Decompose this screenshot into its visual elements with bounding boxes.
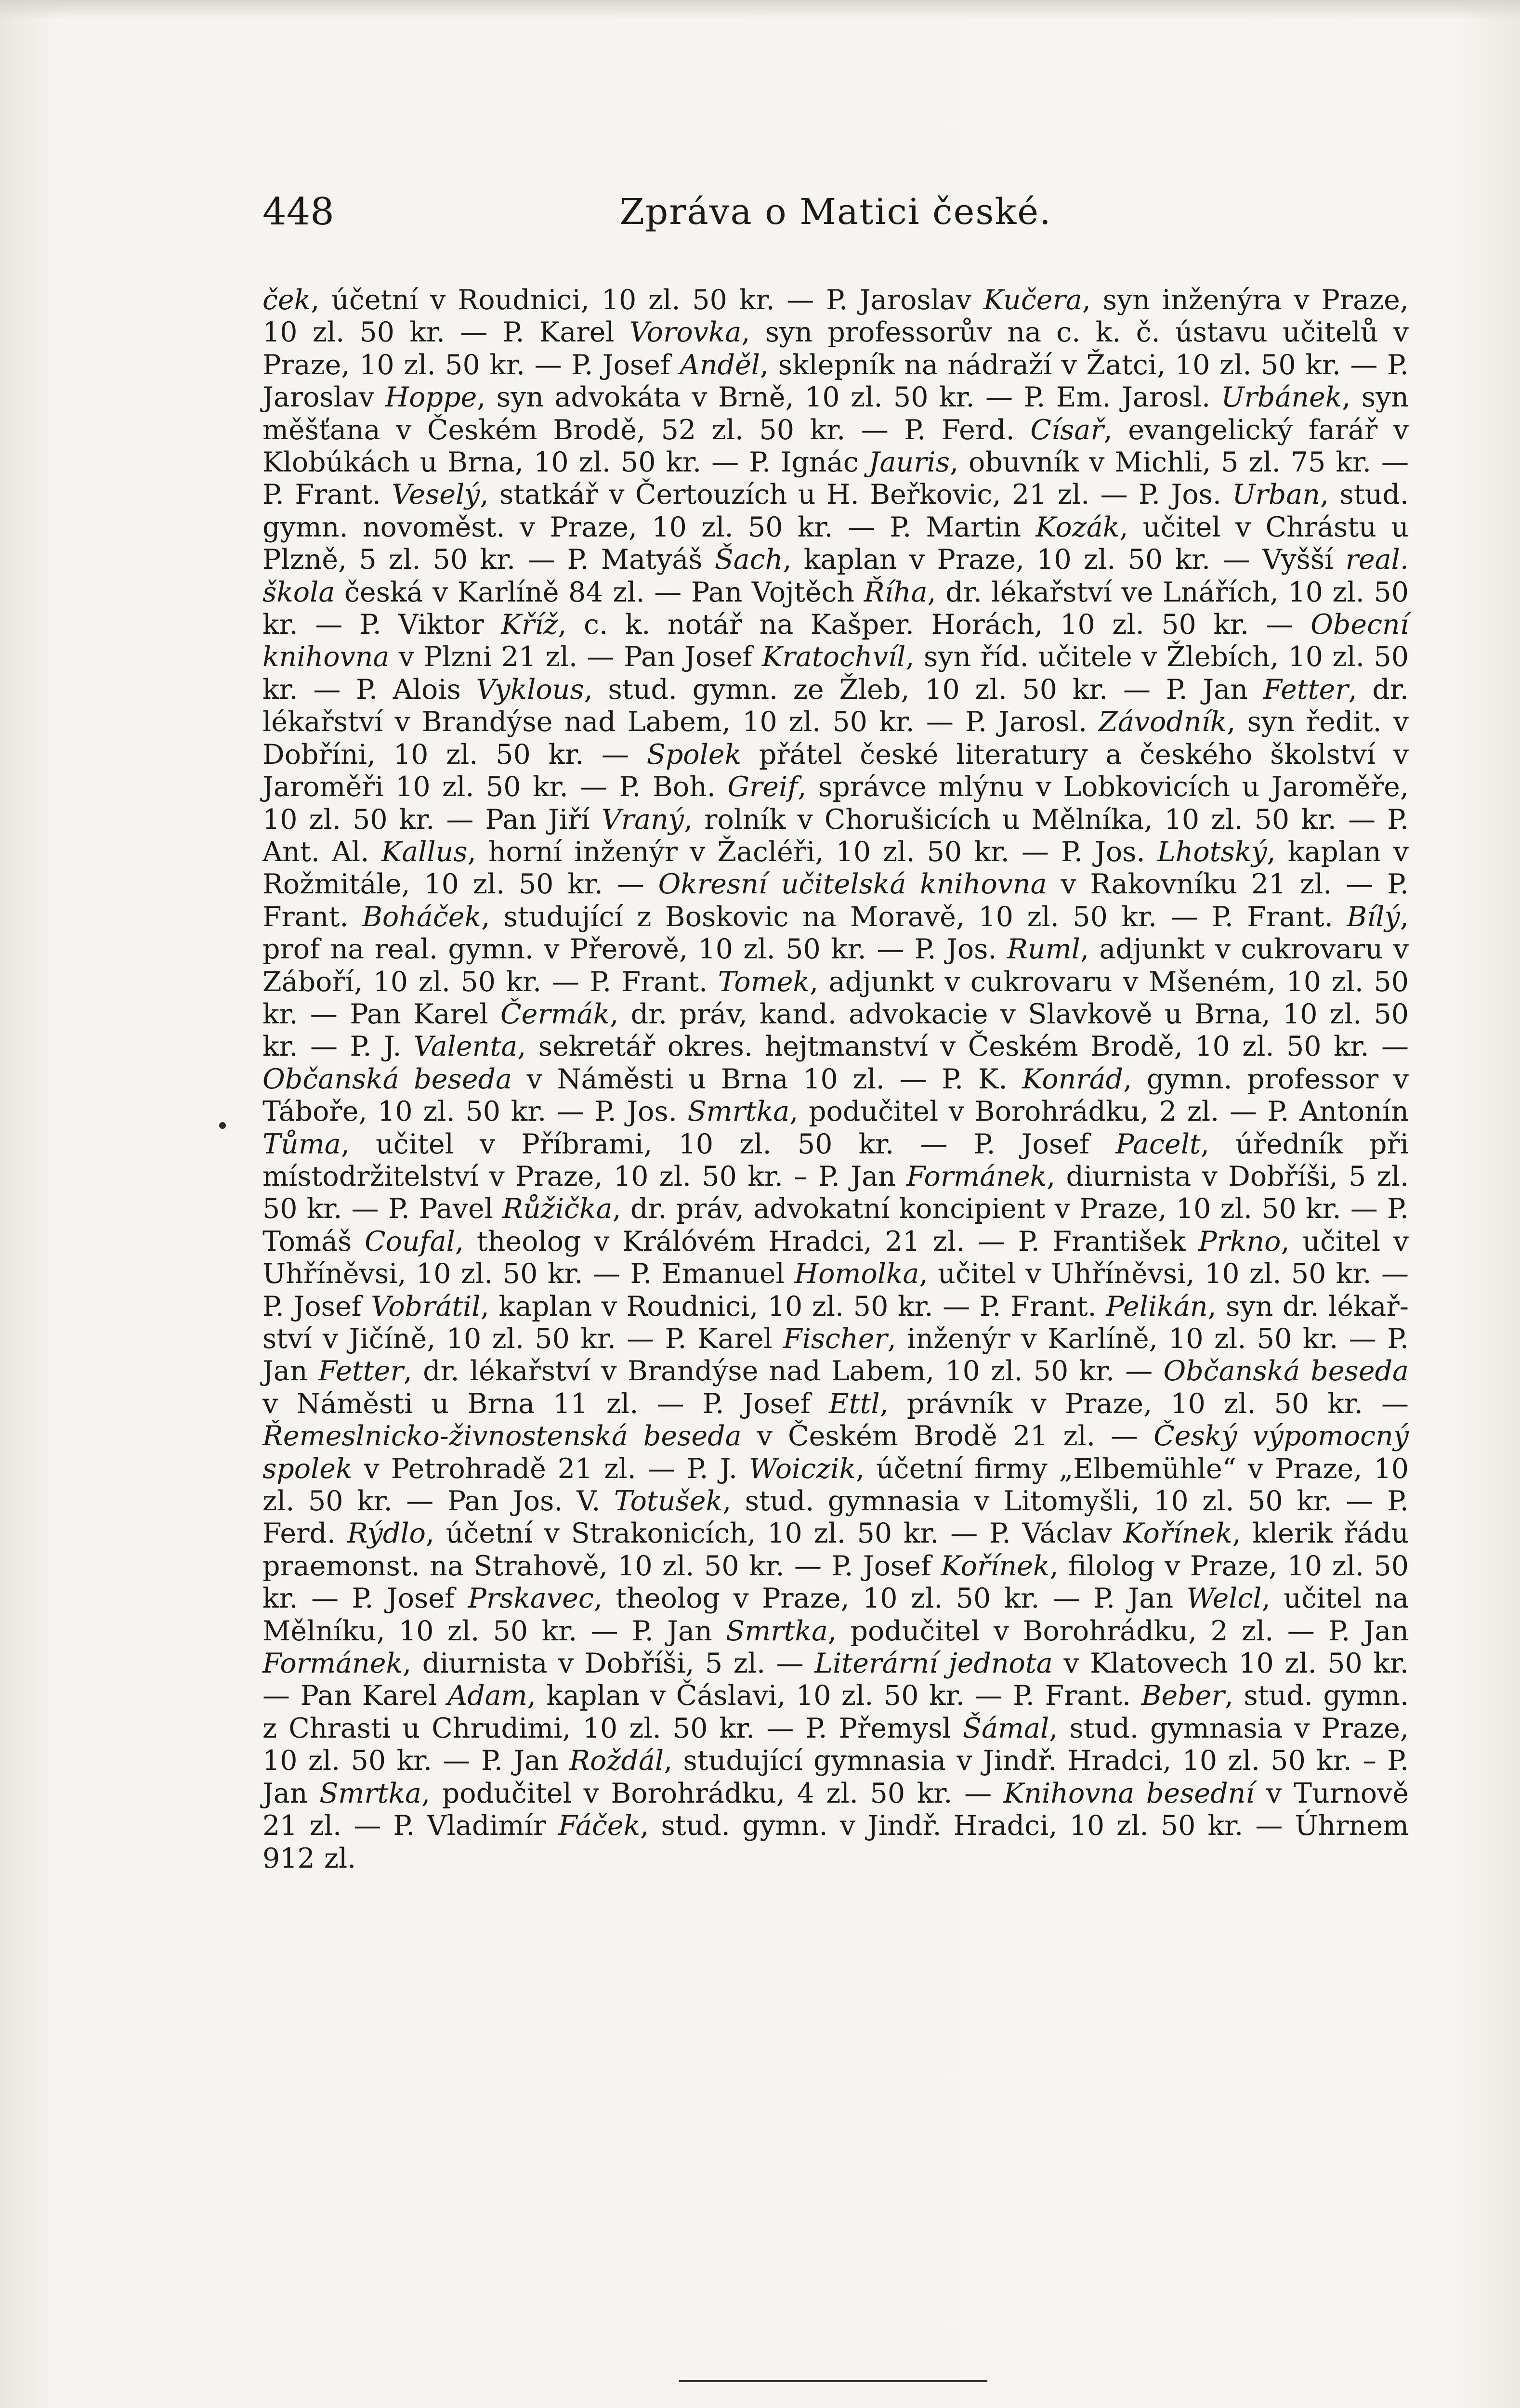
text-run: , adjunkt v cukrovaru v Záboří, 10 zl. 50 kr. — P. Frant. [262, 933, 1409, 998]
text-run: , dr. práv, kand. advokacie v Slavkově u Brna, 10 zl. 50 kr. — P. J. [262, 998, 1409, 1063]
text-run: , stud. gymn. ze Žleb, 10 zl. 50 kr. — P. Jan [584, 673, 1263, 706]
text-run: , syn říd. učitele v Žlebích, 10 zl. 50 kr. — P. Alois [262, 641, 1409, 706]
italic-name: Tomek [718, 966, 810, 998]
text-run: , sekretář okres. hejtmanství v Českém Brodě, 10 zl. 50 kr. — [517, 1031, 1409, 1063]
text-run: , podučitel v Borohrádku, 4 zl. 50 kr. — [421, 1777, 1004, 1809]
italic-name: Hoppe [385, 381, 477, 414]
italic-name: Greif [727, 771, 798, 803]
italic-name: Kořínek [1123, 1518, 1232, 1550]
italic-name: Formánek [262, 1648, 403, 1680]
scan-shadow-edge [0, 0, 1520, 19]
italic-name: Ettl [829, 1387, 880, 1420]
text-run: , adjunkt v cukrovaru v Mšeném, 10 zl. 50 kr. — Pan Karel [262, 966, 1409, 1030]
italic-name: Konrád [1022, 1063, 1124, 1095]
italic-name: Formánek [906, 1160, 1047, 1192]
text-run: v Turnově 21 zl. — P. Vladimír [262, 1777, 1409, 1842]
text-run: , dr. lékařství v Brandýse nad Labem, 10 zl. 50 kr. — [403, 1355, 1164, 1387]
text-run: , sklepník na nádraží v Žatci, 10 zl. 50 kr. — P. Jaroslav [262, 349, 1409, 414]
italic-name: Prskavec [468, 1583, 594, 1615]
italic-name: Spolek [646, 738, 742, 771]
italic-name: Smrtka [319, 1777, 421, 1809]
text-run: , dr. lékařství ve Lnářích, 10 zl. 50 kr. — P. Viktor [262, 576, 1409, 641]
italic-name: real. škola [262, 544, 1409, 608]
text-run: , rolník v Chorušicích u Mělníka, 10 zl. 50 kr. — P. Ant. Al. [262, 803, 1409, 868]
italic-name: Fetter [318, 1355, 404, 1387]
italic-name: Veselý [392, 479, 480, 511]
text-run: , syn professorův na c. k. č. ústavu učitelů v Praze, 10 zl. 50 kr. — P. Josef [262, 316, 1409, 381]
italic-name: Občanská beseda [1163, 1355, 1409, 1387]
italic-name: Vobrátil [371, 1290, 481, 1322]
italic-name: Obecní knihovna [262, 609, 1409, 673]
italic-name: Vorovka [629, 316, 742, 349]
text-run: , kaplan v Praze, 10 zl. 50 kr. — Vyšší [783, 544, 1346, 576]
italic-name: Ruml [1007, 933, 1080, 966]
italic-name: Čermák [500, 998, 610, 1030]
text-run: , účetní firmy „Elbemühle“ v Praze, 10 zl. 50 kr. — Pan Jos. V. [262, 1453, 1409, 1518]
italic-name: Bílý [1347, 901, 1400, 933]
text-run: , klerik řádu praemonst. na Strahově, 10 zl. 50 kr. — P. Josef [262, 1518, 1409, 1582]
italic-name: Okresní učitelská knihovna [658, 868, 1047, 901]
text-run: , syn dr. lékařství v Jičíně, 10 zl. 50 kr. — P. Karel [262, 1290, 1409, 1355]
italic-name: Řemeslnicko-živnostenská beseda [262, 1420, 742, 1453]
text-run: , studující z Boskovic na Moravě, 10 zl. 50 kr. — P. Frant. [481, 901, 1347, 933]
italic-name: Kořínek [941, 1550, 1050, 1582]
text-run: , diurnista v Dobříši, 5 zl. 50 kr. — P. Pavel [262, 1160, 1409, 1225]
text-run: , evangelický farář v Klobúkách u Brna, 10 zl. 50 kr. — P. Ignác [262, 414, 1409, 479]
italic-name: Vyklous [476, 673, 584, 706]
italic-name: Císař [1030, 414, 1104, 446]
text-run: , kaplan v Čáslavi, 10 zl. 50 kr. — P. Frant. [527, 1680, 1141, 1712]
text-run: , prof na real. gymn. v Přerově, 10 zl. 50 kr. — P. Jos. [262, 901, 1409, 966]
text-run: v Náměsti u Brna 11 zl. — P. Josef [262, 1387, 829, 1420]
text-run: , studující gymnasia v Jindř. Hradci, 10 zl. 50 kr. – P. Jan [262, 1745, 1409, 1809]
text-run: česká v Karlíně 84 zl. — Pan Vojtěch [335, 576, 864, 608]
page-number: 448 [262, 190, 334, 234]
italic-name: Smrtka [726, 1615, 828, 1647]
italic-name: Prkno [1198, 1225, 1281, 1257]
text-run: , filolog v Praze, 10 zl. 50 kr. — P. Josef [262, 1550, 1409, 1615]
italic-name: Šach [714, 544, 783, 576]
italic-name: Beber [1141, 1680, 1225, 1712]
donor-list-paragraph [262, 284, 1409, 2259]
italic-name: Homolka [794, 1258, 919, 1290]
italic-name: Kučera [983, 284, 1082, 316]
italic-name: Anděl [680, 349, 760, 381]
text-run: , právník v Praze, 10 zl. 50 kr. — [879, 1387, 1409, 1420]
text-run: v Náměsti u Brna 10 zl. — P. K. [511, 1063, 1022, 1095]
text-run: , stud. gymn. z Chrasti u Chrudimi, 10 zl. 50 kr. — P. Přemysl [262, 1680, 1409, 1744]
italic-name: Welcl [1186, 1583, 1262, 1615]
text-run: v Petrohradě 21 zl. — P. J. [352, 1453, 749, 1485]
italic-name: Smrtka [687, 1096, 790, 1128]
italic-name: Pelikán [1106, 1290, 1208, 1322]
italic-name: Woiczik [749, 1453, 856, 1485]
italic-name: Český výpomocný spolek [262, 1420, 1409, 1485]
text-run: , stud. gymn. v Jindř. Hradci, 10 zl. 50 kr. — Úhrnem 912 zl. [262, 1810, 1409, 1874]
text-run: přátel české literatury a českého školství v Jaroměři 10 zl. 50 kr. — P. Boh. [262, 738, 1409, 803]
margin-dot-mark [219, 1122, 226, 1129]
text-run: , dr. práv, advokatní koncipient v Praze, 10 zl. 50 kr. — P. Tomáš [262, 1193, 1409, 1257]
text-run: , učitel v Chrástu u Plzně, 5 zl. 50 kr. — P. Matyáš [262, 511, 1409, 576]
text-run: v Plzni 21 zl. — Pan Josef [389, 641, 762, 673]
text-run: , podučitel v Borohrádku, 2 zl. — P. Antonín [789, 1096, 1409, 1128]
text-run: , syn ředit. v Dobříni, 10 zl. 50 kr. — [262, 706, 1409, 771]
closing-rule-divider [679, 2380, 987, 2382]
italic-name: Kozák [1035, 511, 1120, 543]
italic-name: Růžička [502, 1193, 613, 1225]
italic-name: Šámal [962, 1712, 1049, 1744]
italic-name: Jauris [868, 446, 950, 479]
italic-name: ček [262, 284, 311, 316]
italic-name: Coufal [364, 1225, 455, 1257]
text-run: , statkář v Čertouzích u H. Beřkovic, 21 zl. — P. Jos. [480, 479, 1232, 511]
italic-name: Lhotský [1157, 836, 1267, 868]
text-run: , c. k. notář na Kašper. Horách, 10 zl. 50 kr. — [558, 609, 1311, 641]
italic-name: Knihovna besední [1003, 1777, 1255, 1809]
italic-name: Fetter [1263, 673, 1349, 706]
text-run: , učitel v Uhříněvsi, 10 zl. 50 kr. — P. Josef [262, 1258, 1409, 1322]
italic-name: Kratochvíl [761, 641, 906, 673]
italic-name: Rýdlo [347, 1518, 426, 1550]
italic-name: Totušek [614, 1485, 723, 1518]
text-run: , učitel na Mělníku, 10 zl. 50 kr. — P. Jan [262, 1583, 1409, 1647]
italic-name: Kříž [501, 609, 558, 641]
text-run: , učitel v Uhříněvsi, 10 zl. 50 kr. — P. Emanuel [262, 1225, 1409, 1290]
text-run: v Rakovníku 21 zl. — P. Frant. [262, 868, 1409, 933]
page-header [262, 183, 1409, 241]
text-run: , kaplan v Roudnici, 10 zl. 50 kr. — P. Frant. [480, 1290, 1106, 1322]
text-run: , stud. gymnasia v Litomyšli, 10 zl. 50 kr. — P. Ferd. [262, 1485, 1409, 1550]
italic-name: Kallus [381, 836, 468, 868]
text-run: , obuvník v Michli, 5 zl. 75 kr. — P. Frant. [262, 446, 1409, 511]
text-run: , horní inženýr v Žacléři, 10 zl. 50 kr. — P. Jos. [467, 836, 1157, 868]
running-title: Zpráva o Matici české. [619, 191, 1052, 233]
italic-name: Fischer [783, 1323, 888, 1355]
text-run: , theolog v Králóvém Hradci, 21 zl. — P. František [455, 1225, 1199, 1257]
italic-name: Adam [447, 1680, 527, 1712]
text-run: , kaplan v Rožmitále, 10 zl. 50 kr. — [262, 836, 1409, 901]
italic-name: Urban [1232, 479, 1320, 511]
text-run: , podučitel v Borohrádku, 2 zl. — P. Jan [827, 1615, 1409, 1647]
text-run: , syn advokáta v Brně, 10 zl. 50 kr. — P. Em. Jarosl. [477, 381, 1221, 414]
text-run: v Klatovech 10 zl. 50 kr. — Pan Karel [262, 1648, 1409, 1712]
italic-name: Občanská beseda [262, 1063, 512, 1095]
italic-name: Fáček [558, 1810, 641, 1842]
italic-name: Pacelt [1115, 1128, 1201, 1160]
italic-name: Tůma [262, 1128, 341, 1160]
text-run: , theolog v Praze, 10 zl. 50 kr. — P. Jan [593, 1583, 1187, 1615]
italic-name: Roždál [569, 1745, 664, 1777]
text-run: , syn inženýra v Praze, 10 zl. 50 kr. — P. Karel [262, 284, 1409, 349]
italic-name: Vraný [601, 803, 684, 836]
italic-name: Boháček [362, 901, 482, 933]
text-run: , úředník při místodržitelství v Praze, 10 zl. 50 kr. – P. Jan [262, 1128, 1409, 1192]
text-run: , gymn. professor v Táboře, 10 zl. 50 kr. — P. Jos. [262, 1063, 1409, 1128]
text-run: , dr. lékařství v Brandýse nad Labem, 10 zl. 50 kr. — P. Jarosl. [262, 673, 1409, 738]
italic-name: Valenta [413, 1031, 518, 1063]
italic-name: Říha [864, 576, 928, 608]
italic-name: Závodník [1099, 706, 1227, 738]
text-run: , stud. gymn. novoměst. v Praze, 10 zl. 50 kr. — P. Martin [262, 479, 1409, 543]
text-run: , stud. gymnasia v Praze, 10 zl. 50 kr. — P. Jan [262, 1712, 1409, 1777]
text-run: , diurnista v Dobříši, 5 zl. — [403, 1648, 815, 1680]
text-run: v Českém Brodě 21 zl. — [741, 1420, 1154, 1453]
text-run: , učitel v Příbrami, 10 zl. 50 kr. — P. Josef [341, 1128, 1116, 1160]
text-run: , účetní v Strakonicích, 10 zl. 50 kr. — P. Václav [425, 1518, 1124, 1550]
text-run: , inženýr v Karlíně, 10 zl. 50 kr. — P. Jan [262, 1323, 1409, 1387]
italic-name: Literární jednota [814, 1648, 1053, 1680]
italic-name: Urbánek [1221, 381, 1342, 414]
text-run: , syn měšťana v Českém Brodě, 52 zl. 50 kr. — P. Ferd. [262, 381, 1409, 446]
text-run: , účetní v Roudnici, 10 zl. 50 kr. — P. Jaroslav [311, 284, 983, 316]
text-run: , správce mlýnu v Lobkovicích u Jaroměře, 10 zl. 50 kr. — Pan Jiří [262, 771, 1409, 836]
